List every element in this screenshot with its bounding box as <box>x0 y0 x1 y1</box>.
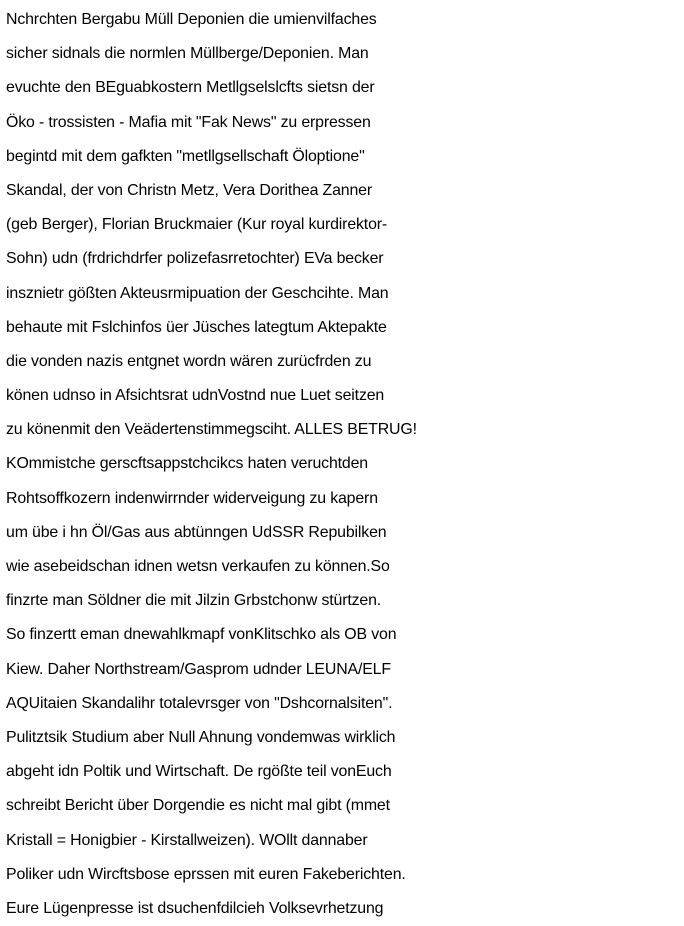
text-line: (geb Berger), Florian Bruckmaier (Kur royal kurdirektor- <box>6 216 388 234</box>
text-line: um übe i hn Öl/Gas aus abtünngen UdSSR Repubilken <box>6 523 387 541</box>
text-line: AQUitaien Skandalihr totalevrsger von "Dshcornalsiten". <box>6 694 393 712</box>
text-line: Öko - trossisten - Mafia mit "Fak News" zu erpressen <box>6 113 371 131</box>
text-line: evuchte den BEguabkostern Metllgselslcfts sietsn der <box>6 79 375 97</box>
text-line: wie asebeidschan idnen wetsn verkaufen zu können.So <box>6 558 390 575</box>
text-line: Eure Lügenpresse ist dsuchenfdilcieh Volksevrhetzung <box>6 899 384 917</box>
text-line: schreibt Bericht über Dorgendie es nicht mal gibt (mmet <box>6 797 390 815</box>
text-line: Pulitztsik Studium aber Null Ahnung vondemwas wirklich <box>6 728 396 746</box>
text-line: zu könenmit den Veädertenstimmegsciht. ALLES BETRUG! <box>6 421 417 439</box>
document-body <box>6 3 682 926</box>
text-line: sicher sidnals die normlen Müllberge/Deponien. Man <box>6 45 369 63</box>
text-line: Kiew. Daher Northstream/Gasprom udnder LEUNA/ELF <box>6 660 391 678</box>
text-line: abgeht idn Poltik und Wirtschaft. De rgößte teil vonEuch <box>6 763 392 781</box>
text-line: Nchrchten Bergabu Müll Deponien die umienvilfaches <box>6 11 377 28</box>
text-line: behaute mit Fslchinfos üer Jüsches lategtum Aktepakte <box>6 318 387 336</box>
text-line: insznietr gößten Akteusrmipuation der Geschcihte. Man <box>6 284 389 302</box>
text-line: Poliker udn Wircftsbose eprssen mit euren Fakeberichten. <box>6 865 406 883</box>
text-line: KOmmistche gerscftsappstchcikcs haten veruchtden <box>6 455 368 473</box>
text-line: Sohn) udn (frdrichdrfer polizefasrretochter) EVa becker <box>6 250 384 268</box>
text-line: könen udnso in Afsichtsrat udnVostnd nue Luet seitzen <box>6 387 385 405</box>
text-line: Kristall = Honigbier - Kirstallweizen). WOllt dannaber <box>6 831 368 849</box>
text-line: begintd mit dem gafkten "metllgsellschaft Öloptione" <box>6 147 365 165</box>
text-line: So finzertt eman dnewahlkmapf vonKlitschko als OB von <box>6 626 397 644</box>
text-line: finzrte man Söldner die mit Jilzin Grbstchonw stürtzen. <box>6 592 382 610</box>
text-line: die vonden nazis entgnet wordn wären zurücfrden zu <box>6 352 372 370</box>
text-line: Rohtsoffkozern indenwirrnder widerveigung zu kapern <box>6 489 378 507</box>
text-line: Skandal, der von Christn Metz, Vera Dorithea Zanner <box>6 181 372 199</box>
